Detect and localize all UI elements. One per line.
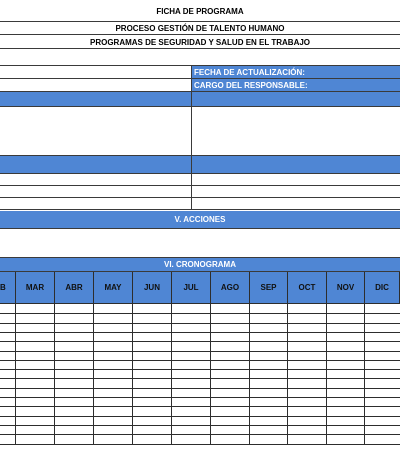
schedule-col-line [171,304,172,444]
schedule-col-line [210,304,211,444]
month-header-0 [0,272,16,304]
update-date-row [0,66,400,79]
month-label: AGO [220,283,240,292]
month-header-10 [365,272,400,304]
month-label: OCT [298,283,316,292]
actions-title: V. ACCIONES [174,215,226,224]
schedule-col-line [326,304,327,444]
month-label: SEP [260,283,277,292]
month-header-4 [133,272,172,304]
month-label: ABR [65,283,83,292]
actions-content [0,229,400,257]
schedule-row-line [0,313,400,314]
schedule-row-line [0,378,400,379]
schedule-row-line [0,341,400,342]
month-label: JUL [183,283,199,292]
spacer-row [0,49,400,66]
content-area [0,107,400,156]
schedule-row-line [0,406,400,407]
update-date-label: FECHA DE ACTUALIZACIÓN: [194,68,305,77]
month-label: NOV [336,283,355,292]
schedule-row-line [0,397,400,398]
month-header-5 [172,272,211,304]
schedule-row-line [0,323,400,324]
schedule-row-line [0,351,400,352]
schedule-col-line [287,304,288,444]
month-label: MAY [104,283,122,292]
process-name: PROCESO GESTIÓN DE TALENTO HUMANO [115,24,285,33]
schedule-title: VI. CRONOGRAMA [164,260,236,269]
month-header-6 [211,272,250,304]
month-label: DIC [375,283,389,292]
responsible-label: CARGO DEL RESPONSABLE: [194,81,308,90]
responsible-row [0,79,400,92]
title-row [0,0,400,22]
info-divider [191,66,192,210]
schedule-bar [0,257,400,272]
month-header-8 [288,272,327,304]
schedule-row-line [0,416,400,417]
blank-row-1 [0,174,400,186]
blank-row-3 [0,198,400,210]
schedule-row-line [0,425,400,426]
section-bar-2 [0,156,400,174]
schedule-col-line [15,304,16,444]
month-label: MAR [25,283,45,292]
page-title: FICHA DE PROGRAMA [156,7,244,16]
section-bar-1 [0,92,400,107]
blank-row-2 [0,186,400,198]
actions-bar [0,211,400,229]
schedule-col-line [54,304,55,444]
month-header-3 [94,272,133,304]
schedule-row-line [0,388,400,389]
month-header-1 [16,272,55,304]
process-row [0,22,400,35]
program-name: PROGRAMAS DE SEGURIDAD Y SALUD EN EL TRABAJO [89,38,311,47]
month-label: B [0,283,6,292]
month-label: JUN [143,283,160,292]
schedule-row-line [0,332,400,333]
schedule-row-line [0,360,400,361]
schedule-col-line [93,304,94,444]
month-header-9 [327,272,365,304]
month-header-2 [55,272,94,304]
program-row [0,35,400,49]
schedule-col-line [249,304,250,444]
schedule-row-line [0,444,400,445]
month-header-7 [250,272,288,304]
schedule-col-line [364,304,365,444]
schedule-row-line [0,369,400,370]
schedule-col-line [132,304,133,444]
schedule-row-line [0,434,400,435]
